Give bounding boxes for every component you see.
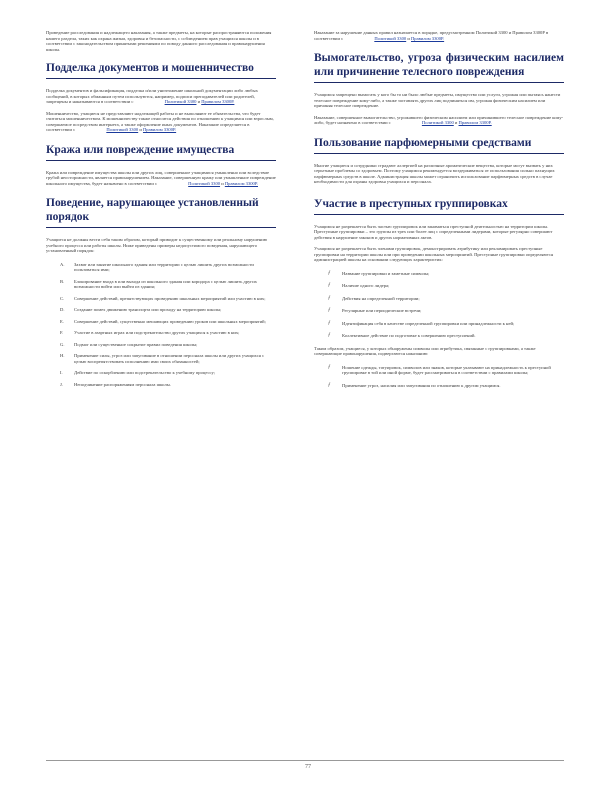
paragraph: Мошенничество, учащиеся не представляют надлежащей работы и не выполняют ее обязательства, что будет считаться мошенничеством. К мошенничеству также относится действия по отношению к учащимся или взрослым, совершаемое посредством интернета, а также оформление иных документов. Наказание определяется в соответствии с Политикой 3300 и Правилом 3300Р. bbox=[46, 110, 274, 132]
paragraph: Наказание за нарушение данных правил назначается в порядке, предусмотренном Политикой 3300 и Правилом 3300Р в соответствии с Политикой 3300 и Правилом 3300Р. bbox=[314, 30, 549, 41]
list-item: ƒ Идентификация себя в качестве определенной группировки или принадлежности к ней; bbox=[328, 320, 515, 326]
paragraph: Учащимся запрещено вымогать у кого бы то ни было любые предметы, имущество или услуги, угрожая или пытаясь нанести телесное повреждение кому-либо, а также заставлять других лиц подчиняться им, угрожая физическим насилием или причиняя телесное повреждение. bbox=[314, 92, 561, 108]
policy-link[interactable]: Политикой 3300 bbox=[188, 180, 221, 186]
policy-link[interactable]: Политикой 3300 bbox=[106, 127, 139, 132]
list-item: ƒ Ношение одежды, татуировок, символов или знаков, которые указывают на принадлежность к преступной группировке в той или иной форме, будет рассматриваться в соответствии с правилами школы; bbox=[328, 364, 551, 375]
rule-link[interactable]: Правилом 3300Р. bbox=[458, 120, 492, 125]
list-item: E. Совершение действий, существенно мешающих проведению уроков или школьных мероприятий; bbox=[60, 318, 266, 324]
section-title-disruptive-behavior: Поведение, нарушающее установленный порядок bbox=[46, 197, 259, 223]
list-item: D. Создание помех движению транспорта или проходу на территорию школы; bbox=[60, 307, 222, 312]
section-title-forgery: Подделка документов и мошенничество bbox=[46, 62, 254, 74]
section-rule bbox=[46, 160, 276, 161]
rule-link[interactable]: Правилом 3300Р. bbox=[410, 35, 445, 41]
policy-link[interactable]: Политикой 3300 bbox=[164, 99, 197, 104]
section-rule bbox=[314, 82, 564, 83]
left-column bbox=[46, 30, 276, 393]
right-column bbox=[314, 30, 564, 395]
footer-rule bbox=[46, 760, 564, 761]
section-rule bbox=[314, 153, 564, 154]
intro-paragraph: Проведение расследования и надлежащего наказания, а также предметы, на которые распространяются положения нашего раздела, таких как охрана жизни, здоровья и безопасности, с соблюдением прав учащихся школы и в соответствии с законодательством принятыми решениями по поводу данного расследования и правонарушения школы. bbox=[46, 30, 272, 52]
section-title-extortion: Вымогательство, угроза физическим насилием или причинение телесного повреждения bbox=[314, 52, 564, 78]
policy-link[interactable]: Политикой 3300 bbox=[374, 35, 407, 41]
gang-behavior-list bbox=[328, 365, 564, 389]
paragraph: Учащимся не разрешается быть членами группировок, демонстрировать атрибутику или рекламировать преступные группировки на территории школы или при проведении школьных мероприятий. Преступные группировки определяются администрацией школы на основании следующих характеристик: bbox=[314, 246, 554, 262]
list-item: J. Неподчинение распоряжениям персонала школы. bbox=[60, 381, 171, 387]
paragraph: Учащимся не разрешается быть частью группировок или заниматься преступной деятельностью на территории школы. Преступные группировки – это группы из трех или более лиц с определенными лидерами, которые регулярно совершают действия в нарушение законов и других нормативных актов. bbox=[314, 223, 553, 240]
paragraph: Наказание, совершенное вымогательство, угрожавшего физическим насилием или причинившего телесное повреждение кому-либо, будет назначено в соответствии с Политикой 3300 и Правилом 3300Р. bbox=[314, 114, 564, 125]
list-item: B. Блокирование входа в или выхода из школьного здания или коридора с целью лишить других возможности войти или выйти из здания; bbox=[60, 278, 257, 289]
list-item: H. Применение силы, угроз или запугивание в отношении персонала школы или других учащихся с целью воспрепятствовать исполнению ими своих обязанностей; bbox=[60, 353, 265, 364]
list-item: ƒ Действия на определенной территории; bbox=[328, 295, 420, 301]
paragraph: Таким образом, учащиеся, у которых обнаружены символы или атрибутика, связанные с группировками, а также совершающие правонарушения, подвергаются наказанию: bbox=[314, 345, 536, 356]
gang-characteristics-list bbox=[328, 271, 564, 339]
list-item: ƒ Регулярные или периодические встречи; bbox=[328, 308, 422, 313]
rule-link[interactable]: Правилом 3300Р. bbox=[201, 99, 235, 104]
list-item: G. Подмог или существенное сокрытие правил поведения школы; bbox=[60, 341, 198, 347]
section-title-gangs: Участие в преступных группировках bbox=[314, 197, 508, 210]
list-item: ƒ Коллективное действие по подготовке к совершению преступлений. bbox=[328, 333, 476, 338]
list-item: ƒ Название группировки и заметные символы; bbox=[328, 270, 430, 276]
section-rule bbox=[46, 78, 276, 79]
list-item: ƒ Применение угроз, насилия или запугивания по отношению к другим учащимся. bbox=[328, 382, 501, 388]
policy-link[interactable]: Политикой 3300 bbox=[421, 120, 454, 125]
disruptive-behavior-list bbox=[60, 262, 276, 388]
section-title-theft: Кража или повреждение имущества bbox=[46, 143, 235, 156]
list-item: ƒ Наличие одного лидера; bbox=[328, 283, 390, 288]
paragraph: Многие учащиеся и сотрудники страдают аллергией на различные ароматические вещества, которые могут вызвать у них серьезные проблемы со здоровьем. Поэтому учащимся рекомендуется воздерживаться от использования сильно пахнущих парфюмерных средств в школе. Администрация школы может ограничить использование парфюмерных средств в случае необходимости для охраны здоровья учащихся и персонала. bbox=[314, 162, 555, 184]
paragraph: Кража или повреждение имущества школы или других лиц, совершенное учащимися умышленно или вследствие грубой неосторожности, является правонарушением. Наказание, совершенную кражу или умышленное повреждение школьного имущества, будет назначено в соответствии с Политикой 3300 и Правилом 3300Р. bbox=[46, 169, 276, 186]
rule-link[interactable]: Правилом 3300Р. bbox=[224, 180, 258, 186]
page-number: 77 bbox=[305, 764, 311, 770]
section-rule bbox=[46, 227, 276, 228]
list-item: C. Совершение действий, препятствующих проведению школьных мероприятий или участию в них; bbox=[60, 295, 266, 301]
section-rule bbox=[314, 214, 564, 215]
section-title-perfume: Пользование парфюмерными средствами bbox=[314, 136, 532, 149]
rule-link[interactable]: Правилом 3300Р. bbox=[142, 127, 177, 132]
list-item: A. Захват или занятие школьного здания или территории с целью лишить других возможности пользоваться ими; bbox=[60, 261, 254, 272]
paragraph: Учащиеся не должны вести себя таким образом, который приводит к существенному или реальному нарушению учебного процесса или работы школы. Ниже приведены примеры недопустимого поведения, нарушающего установленный порядок: bbox=[46, 237, 268, 253]
paragraph: Подделка документов и фальсификация, подделка и/или уничтожение школьной документации либо любых сообщений, в которых обманным путем используются, например, подписи преподавателей или родителей, запрещены и наказываются в соответствии с Политикой 3300 и Правилом 3300Р. bbox=[46, 88, 258, 104]
list-item: I. Действие по оскорблению или подстрекательство к учебному процессу; bbox=[60, 370, 216, 375]
list-item: F. Участие в азартных играх или подстрекательство других учащихся к участию в них; bbox=[60, 330, 240, 335]
